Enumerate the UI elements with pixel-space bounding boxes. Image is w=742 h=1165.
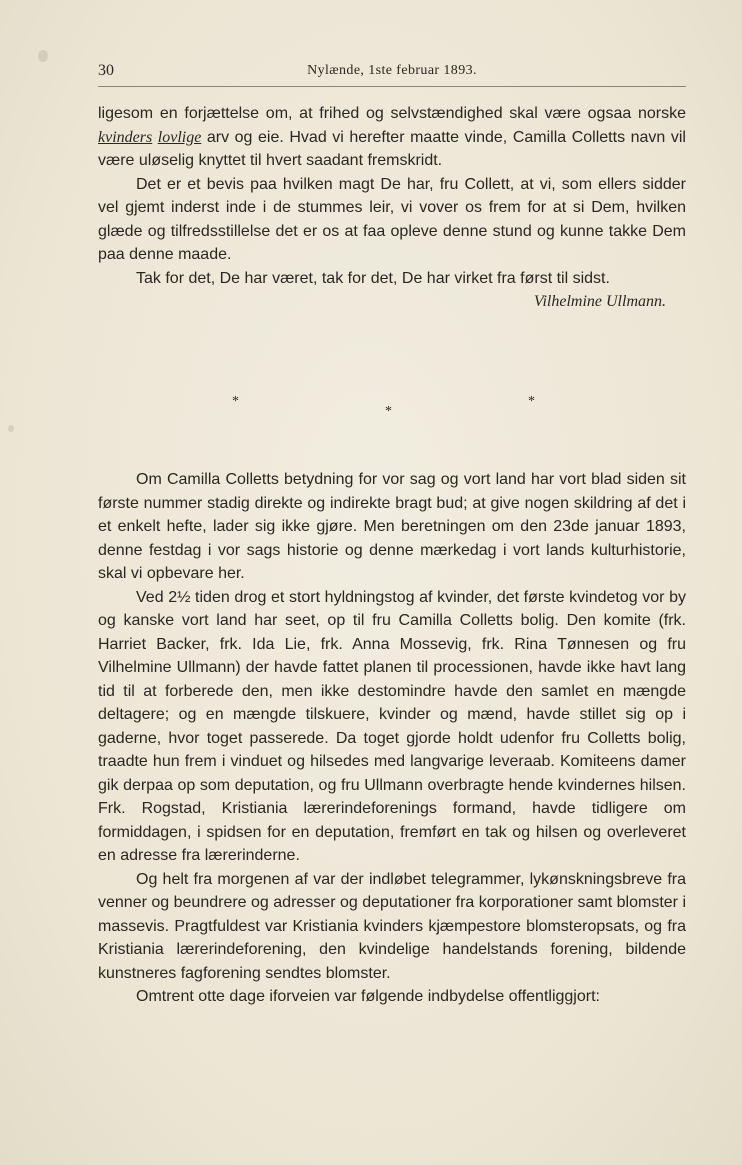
fraction: 2½ [168,588,191,606]
running-title: Nylænde, 1ste februar 1893. [307,63,477,78]
paper-stain [38,50,48,62]
letter-paragraph: Tak for det, De har været, tak for det, De har virket fra først til sidst. [136,269,610,287]
text-run: Ved [136,588,169,606]
article-paragraph [98,586,686,868]
letter-paragraph [98,102,686,173]
article-paragraph: Omtrent otte dage iforveien var følgende indbydelse offentliggjort: [136,988,600,1005]
text-run: ligesom en forjættelse om, at frihed og selvstændighed skal være ogsaa norske [98,105,686,122]
separator-star: * [232,394,239,409]
text-run: arv og eie. Hvad vi herefter maatte vinde, Camilla Colletts navn vil være uløselig knyttet til hvert saadant fremskridt. [98,128,686,169]
article-paragraph: Og helt fra morgenen af var der indløbet telegrammer, lykønskningsbreve fra venner og beundrere og adresser og deputationer fra korporationer samt blomster i massevis. Pragtfuldest var Kristiania kvinders kjæmpestore blomsteropsats, og fra Kristiania lærerindeforening, den kvindelige handelstands forening, bildende kunstneres fagforening sendtes blomster. [98,870,686,982]
letter-text [98,102,686,314]
emphasis: kvinders [98,128,153,146]
letter-paragraph: Det er et bevis paa hvilken magt De har, fru Collett, at vi, som ellers sidder vel gjemt inderst inde i de stummes leir, vi vover os frem for at si Dem, hvilken glæde og tilfredsstillelse det er os at faa opleve denne stund og kunne takke Dem paa denne maade. [98,175,686,263]
signature: Vilhelmine Ullmann. [533,293,666,310]
page-header [98,60,686,87]
separator-star: * [385,404,392,419]
separator-star: * [528,394,535,409]
emphasis: lovlige [157,128,202,146]
paper-stain [8,425,14,432]
article-text [98,468,686,1009]
page-number: 30 [98,62,114,79]
text-run: tiden drog et stort hyldningstog af kvinder, det første kvindetog vor by og kanske vort land har seet, op til fru Camilla Colletts bolig. Den komite (frk. Harriet Backer, frk. Ida Lie, frk. Anna Mossevig, frk. Rina Tønnesen og fru Vilhelmine Ullmann) der havde fattet planen til processionen, havde ikke havt lang tid til at forberede den, men ikke destomindre havde den samlet en mængde deltagere; og en mængde tilskuere, kvinder og mænd, havde stillet sig op i gaderne, hvor toget passerede. Da toget gjorde holdt udenfor fru Colletts bolig, traadte hun frem i vinduet og hilsedes med langvarige leveraab. Komiteens damer gik derpaa op som deputation, og fru Ullmann overbragte hende kvindernes hilsen. Frk. Rogstad, Kristiania lærerindeforenings formand, havde tidligere om formiddagen, i spidsen for en deputation, fremført en tak og hilsen og overleveret en adresse fra lærerinderne. [98,588,687,864]
article-paragraph: Om Camilla Colletts betydning for vor sag og vort land har vort blad siden sit første nummer stadig direkte og indirekte bragt bud; at give nogen skildring af det i et enkelt hefte, lader sig ikke gjøre. Men beretningen om den 23de januar 1893, denne festdag i vor sags historie og denne mærkedag i vort lands kulturhistorie, skal vi opbevare her. [98,471,686,582]
